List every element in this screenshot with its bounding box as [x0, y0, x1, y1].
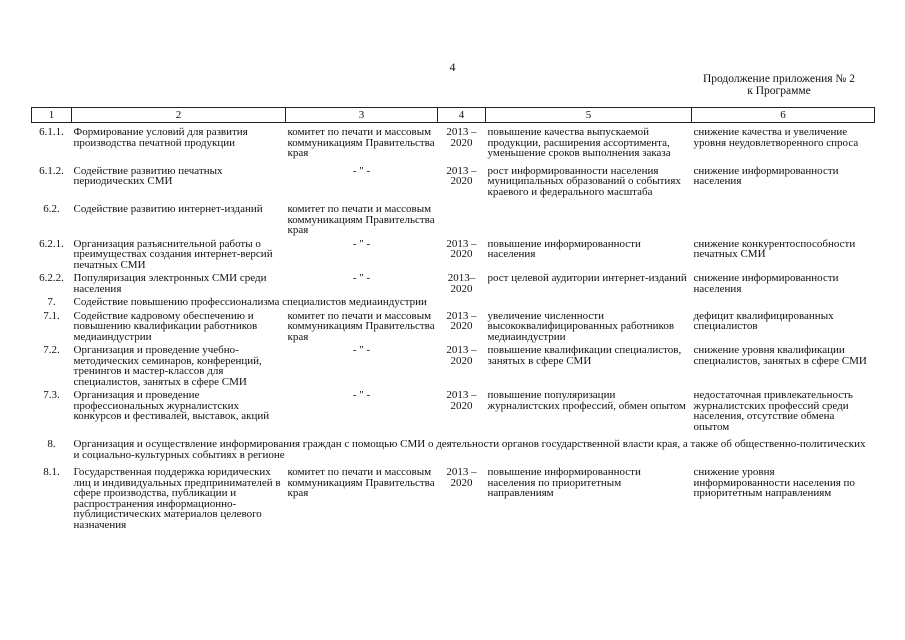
years: 2013 – 2020	[446, 237, 477, 260]
measure-name: Содействие развитию интернет-изданий	[73, 203, 263, 215]
measure-name: Организация и проведение учебно-методических семинаров, конференций, тренингов и мастер-классов для специалистов, занятых в сфере СМИ	[73, 344, 262, 388]
section-title: Содействие повышению профессионализма специалистов медиаиндустрии	[73, 296, 427, 308]
table-row	[32, 467, 875, 530]
expected-result	[486, 204, 692, 239]
row-number: 6.1.1.	[39, 126, 64, 138]
executor: комитет по печати и массовым коммуникациям Правительства края	[287, 203, 435, 236]
measure-name: Государственная поддержка юридических лиц и индивидуальных предпринимателей в сфере производства, публикации и распространения информационно-публицистических материалов целевого назначения	[73, 466, 281, 531]
measure-name: Содействие кадровому обеспечению и повышению квалификации работников медиаиндустрии	[73, 309, 258, 343]
measure-name: Формирование условий для развития производства печатной продукции	[73, 126, 248, 149]
row-number: 8.	[47, 438, 56, 450]
executor: комитет по печати и массовым коммуникациям Правительства края	[287, 126, 435, 159]
expected-result: повышение качества выпускаемой продукции, расширения ассортимента, уменьшение сроков выполнения заказа	[487, 126, 671, 159]
years: 2013 – 2020	[446, 126, 477, 149]
expected-result: рост целевой аудитории интернет-изданий	[487, 272, 687, 284]
table-row	[32, 345, 875, 390]
row-number: 6.2.2.	[39, 272, 64, 284]
page-number: 4	[449, 60, 456, 74]
expected-result: повышение информированности населения по приоритетным направлениям	[487, 466, 641, 499]
row-number: 8.1.	[43, 466, 60, 478]
executor: комитет по печати и массовым коммуникациям Правительства края	[287, 309, 435, 343]
years: 2013 – 2020	[446, 309, 477, 332]
row-number: 7.3.	[43, 389, 60, 401]
section-title: Организация и осуществление информирования граждан с помощью СМИ о деятельности органов государственной власти края, а также об общественно-политических и социально-культурных событиях в регионе	[73, 438, 866, 461]
expected-result: повышение квалификации специалистов, занятых в сфере СМИ	[487, 344, 682, 367]
measure-name: Популяризация электронных СМИ среди населения	[73, 272, 267, 295]
consequence: снижение конкурентоспособности печатных СМИ	[693, 237, 856, 260]
consequence: дефицит квалифицированных специалистов	[693, 309, 834, 332]
column-header-3: 3	[286, 108, 438, 123]
executor: - " -	[352, 389, 371, 401]
years: 2013 – 2020	[446, 344, 477, 367]
program-table	[31, 107, 875, 530]
appendix-line-2: к Программе	[747, 85, 811, 97]
consequence	[692, 204, 875, 239]
table-row	[32, 166, 875, 205]
column-header-4: 4	[438, 108, 486, 123]
executor: комитет по печати и массовым коммуникациям Правительства края	[287, 466, 435, 499]
table-row	[32, 123, 875, 166]
executor: - " -	[352, 164, 371, 177]
expected-result: повышение популяризации журналистских профессий, обмен опытом	[487, 389, 686, 412]
expected-result: рост информированности населения муниципальных образований о событиях краевого и федерального масштаба	[487, 164, 681, 198]
years: 2013 – 2020	[446, 389, 477, 412]
executor: - " -	[352, 272, 371, 284]
consequence: снижение уровня информированности населения по приоритетным направлениям	[693, 466, 855, 499]
executor: - " -	[352, 237, 371, 250]
consequence: снижение информированности населения	[693, 272, 839, 295]
expected-result: повышение информированности населения	[487, 237, 641, 260]
years	[438, 204, 486, 239]
table-row	[32, 204, 875, 239]
column-header-2: 2	[72, 108, 286, 123]
section-row	[32, 297, 875, 311]
appendix-line-1: Продолжение приложения № 2	[702, 73, 856, 85]
years: 2013 – 2020	[446, 466, 477, 489]
table-row	[32, 273, 875, 297]
row-number: 7.2.	[43, 344, 60, 356]
years: 2013 – 2020	[446, 164, 477, 187]
appendix-caption	[684, 73, 874, 97]
expected-result: увеличение численности высококвалифицированных работников медиаиндустрии	[487, 309, 675, 343]
column-header-6: 6	[692, 108, 875, 123]
consequence: снижение качества и увеличение уровня неудовлетворенного спроса	[693, 126, 859, 149]
row-number: 7.1.	[43, 309, 60, 322]
section-row	[32, 439, 875, 467]
measure-name: Содействие развитию печатных периодических СМИ	[73, 164, 223, 187]
consequence: снижение уровня квалификации специалистов, занятых в сфере СМИ	[693, 344, 867, 367]
row-number: 6.1.2.	[39, 164, 64, 177]
consequence: недостаточная привлекательность журналистских профессий среди населения, отсутствие обмена опытом	[693, 389, 853, 433]
table-row	[32, 311, 875, 346]
table-row	[32, 390, 875, 439]
row-number: 7.	[47, 296, 56, 308]
measure-name: Организация и проведение профессиональных журналистских конкурсов и фестивалей, выставок, акций	[73, 389, 270, 422]
consequence: снижение информированности населения	[693, 164, 839, 187]
column-header-1: 1	[32, 108, 72, 123]
row-number: 6.2.	[43, 203, 60, 215]
column-header-5: 5	[486, 108, 692, 123]
executor: - " -	[352, 344, 371, 356]
table-row	[32, 239, 875, 274]
row-number: 6.2.1.	[39, 237, 64, 250]
measure-name: Организация разъяснительной работы о преимуществах создания интернет-версий печатных СМИ	[73, 237, 273, 271]
years: 2013– 2020	[447, 272, 476, 295]
table-header-row	[32, 108, 875, 123]
